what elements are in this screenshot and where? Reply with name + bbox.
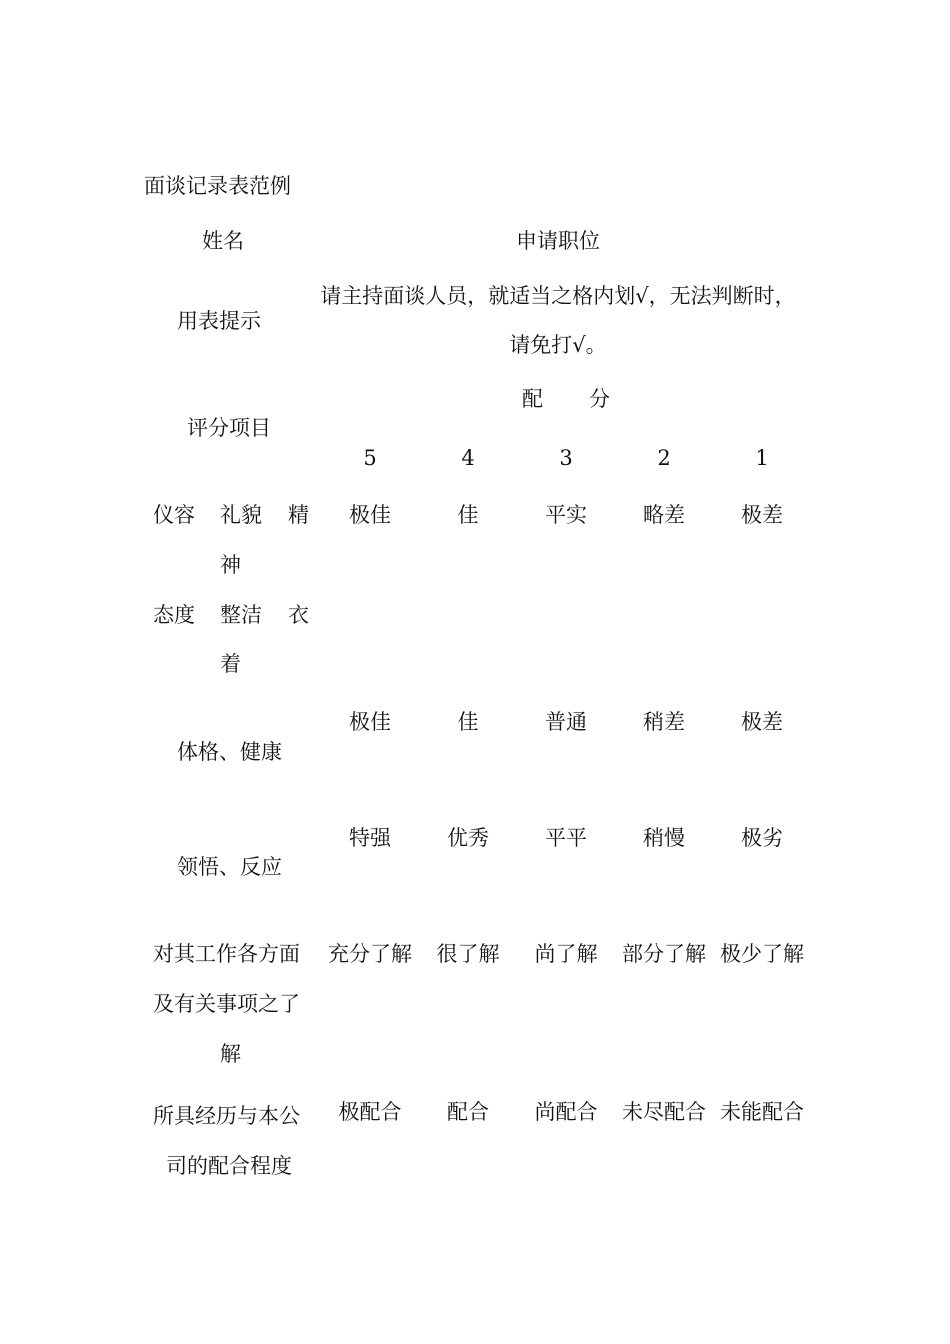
score-3: 3: [559, 446, 573, 470]
row-label-right: 衣: [288, 603, 309, 627]
score-4: 4: [461, 446, 475, 470]
score-2: 2: [657, 446, 671, 470]
score-1: 1: [755, 446, 769, 470]
grade-cell: 普通: [545, 710, 587, 734]
grade-cell: 尚了解: [534, 942, 598, 966]
grade-cell: 极劣: [741, 826, 783, 850]
grade-cell: 尚配合: [534, 1100, 598, 1124]
grade-cell: 很了解: [436, 942, 500, 966]
item-header: 评分项目: [187, 416, 271, 440]
grade-cell: 优秀: [447, 826, 489, 850]
usage-text-line-2: 请免打√。: [509, 333, 607, 357]
position-label: 申请职位: [516, 229, 600, 253]
grade-cell: 极差: [741, 710, 783, 734]
row-label-right: 整洁: [220, 603, 262, 627]
grade-cell: 平实: [545, 503, 587, 527]
usage-label: 用表提示: [177, 309, 261, 333]
grade-cell: 平平: [545, 826, 587, 850]
grade-cell: 充分了解: [328, 942, 412, 966]
grade-cell: 极佳: [349, 503, 391, 527]
grade-cell: 极配合: [338, 1100, 402, 1124]
score-header-part-2: 分: [589, 387, 610, 411]
page-title: 面谈记录表范例: [144, 174, 291, 198]
row-label-right: 精: [288, 503, 309, 527]
usage-text-line-1: 请主持面谈人员，就适当之格内划√，无法判断时，: [320, 284, 796, 308]
score-5: 5: [363, 446, 377, 470]
grade-cell: 未尽配合: [622, 1100, 706, 1124]
score-header-part-1: 配: [522, 387, 543, 411]
row-label-right: 神: [220, 553, 241, 577]
row-label: 体格、健康: [177, 740, 282, 764]
row-label-line: 解: [220, 1042, 241, 1066]
row-label-line: 对其工作各方面: [153, 942, 300, 966]
grade-cell: 略差: [643, 503, 685, 527]
row-label-line: 司的配合程度: [166, 1154, 292, 1178]
row-label-line: 所具经历与本公: [153, 1104, 300, 1128]
grade-cell: 极少了解: [720, 942, 804, 966]
row-label-left: 态度: [153, 603, 195, 627]
row-label: 领悟、反应: [177, 855, 282, 879]
grade-cell: 部分了解: [622, 942, 706, 966]
grade-cell: 极佳: [349, 710, 391, 734]
grade-cell: 配合: [447, 1100, 489, 1124]
row-label-right: 礼貌: [220, 503, 262, 527]
name-label: 姓名: [202, 229, 244, 253]
row-label-right: 着: [220, 652, 241, 676]
grade-cell: 稍差: [643, 710, 685, 734]
grade-cell: 未能配合: [720, 1100, 804, 1124]
grade-cell: 佳: [457, 503, 479, 527]
grade-cell: 特强: [349, 826, 391, 850]
grade-cell: 稍慢: [643, 826, 685, 850]
grade-cell: 极差: [741, 503, 783, 527]
row-label-left: 仪容: [153, 503, 195, 527]
row-label-line: 及有关事项之了: [153, 992, 300, 1016]
grade-cell: 佳: [457, 710, 479, 734]
